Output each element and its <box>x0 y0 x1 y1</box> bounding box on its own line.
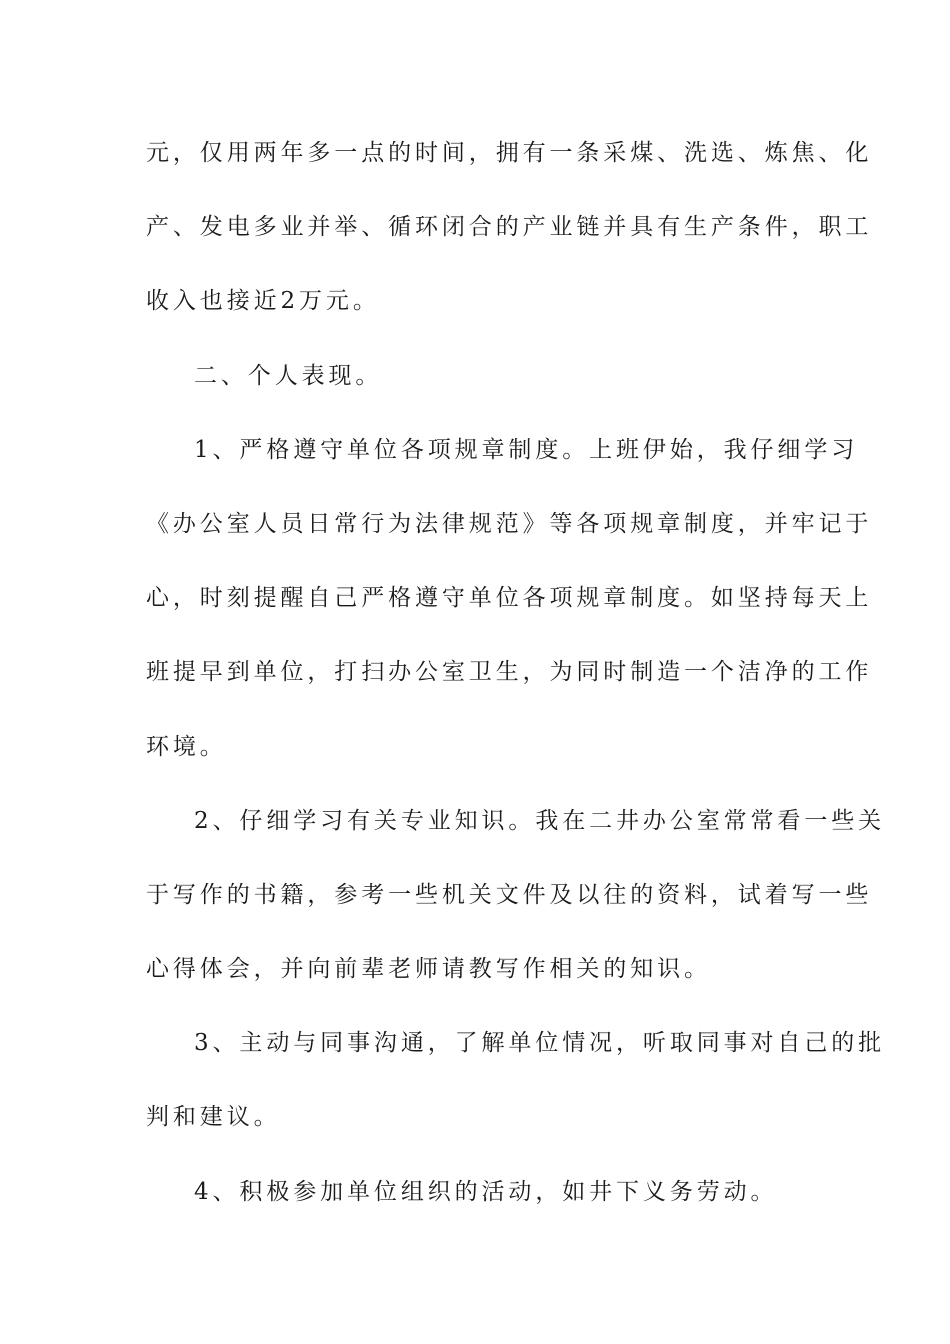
paragraph-line: 《办公室人员日常行为法律规范》等各项规章制度，并牢记于 <box>146 510 873 537</box>
paragraph-line: 判和建议。 <box>146 1104 281 1131</box>
paragraph-line: 心，时刻提醒自己严格遵守单位各项规章制度。如坚持每天上 <box>146 585 873 612</box>
document-body <box>146 126 886 1239</box>
paragraph-line: 4、积极参加单位组织的活动，如井下义务劳动。 <box>194 1178 778 1205</box>
paragraph-line: 二、个人表现。 <box>194 362 383 389</box>
paragraph-line: 3、主动与同事沟通，了解单位情况，听取同事对自己的批 <box>194 1030 886 1057</box>
paragraph-line: 班提早到单位，打扫办公室卫生，为同时制造一个洁净的工作 <box>146 659 873 686</box>
paragraph-line: 2、仔细学习有关专业知识。我在二井办公室常常看一些关 <box>194 807 886 834</box>
paragraph-line: 1、严格遵守单位各项规章制度。上班伊始，我仔细学习 <box>194 436 859 463</box>
paragraph-line: 收入也接近2万元。 <box>146 288 380 315</box>
paragraph-line: 产、发电多业并举、循环闭合的产业链并具有生产条件，职工 <box>146 214 873 241</box>
paragraph-line: 元，仅用两年多一点的时间，拥有一条采煤、洗选、炼焦、化 <box>146 140 873 166</box>
paragraph-line: 心得体会，并向前辈老师请教写作相关的知识。 <box>146 956 711 983</box>
paragraph-line: 环境。 <box>146 733 227 760</box>
paragraph-line: 于写作的书籍，参考一些机关文件及以往的资料，试着写一些 <box>146 881 873 908</box>
